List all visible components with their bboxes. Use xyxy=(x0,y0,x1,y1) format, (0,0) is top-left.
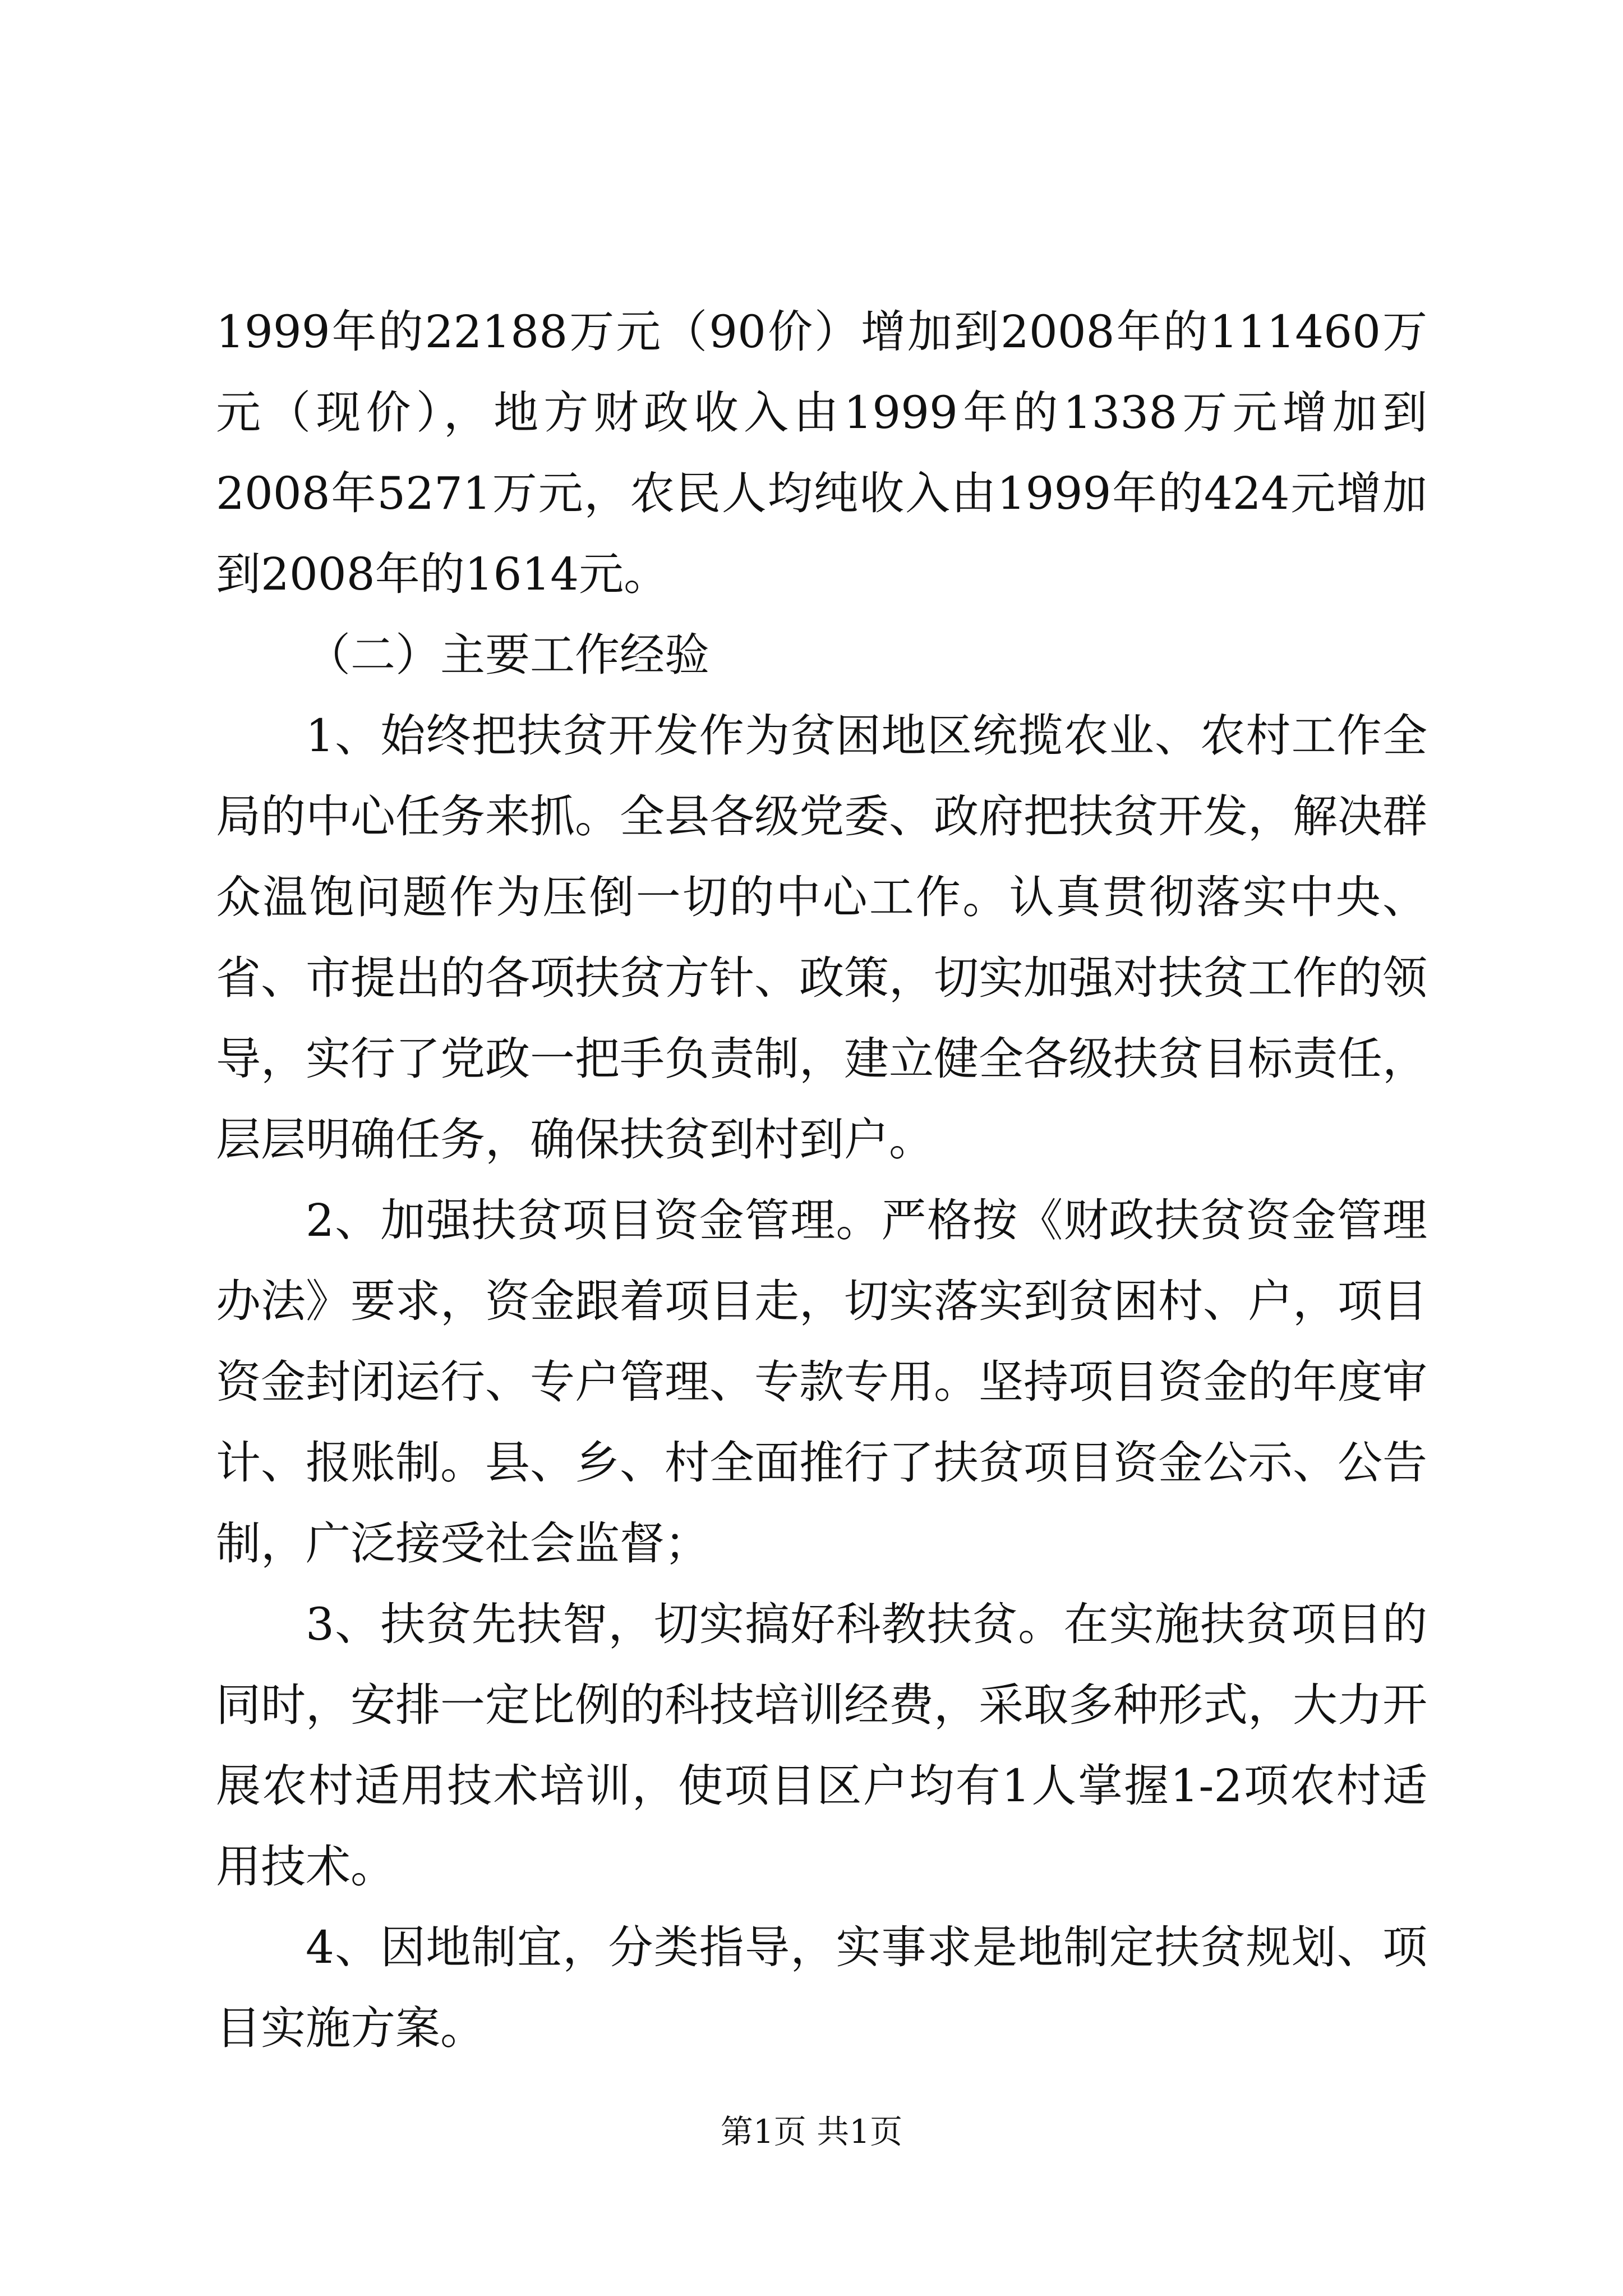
paragraph-experience-4: 4、因地制宜，分类指导，实事求是地制定扶贫规划、项目实施方案。 xyxy=(216,1921,1427,2054)
paragraph-experience-2: 2、加强扶贫项目资金管理。严格按《财政扶贫资金管理办法》要求，资金跟着项目走，切实落实到贫困村、户，项目资金封闭运行、专户管理、专款专用。坚持项目资金的年度审计、报账制。县、乡、村全面推行了扶贫项目资金公示、公告制，广泛接受社会监督； xyxy=(216,1194,1427,1570)
page-footer: 第1页 共1页 xyxy=(720,2113,903,2151)
paragraph-income-stats: 1999年的22188万元（90价）增加到2008年的111460万元（现价），地方财政收入由1999年的1338万元增加到2008年5271万元，农民人均纯收入由1999年的424元增加到2008年的1614元。 xyxy=(216,306,1427,600)
section-heading: （二）主要工作经验 xyxy=(306,629,709,681)
document-body xyxy=(216,292,1427,2069)
paragraph-experience-3: 3、扶贫先扶智，切实搞好科教扶贫。在实施扶贫项目的同时，安排一定比例的科技培训经费，采取多种形式，大力开展农村适用技术培训，使项目区户均有1人掌握1-2项农村适用技术。 xyxy=(216,1598,1427,1893)
paragraph-experience-1: 1、始终把扶贫开发作为贫困地区统揽农业、农村工作全局的中心任务来抓。全县各级党委、政府把扶贫开发，解决群众温饱问题作为压倒一切的中心工作。认真贯彻落实中央、省、市提出的各项扶贫方针、政策，切实加强对扶贫工作的领导，实行了党政一把手负责制，建立健全各级扶贫目标责任，层层明确任务，确保扶贫到村到户。 xyxy=(216,710,1427,1166)
